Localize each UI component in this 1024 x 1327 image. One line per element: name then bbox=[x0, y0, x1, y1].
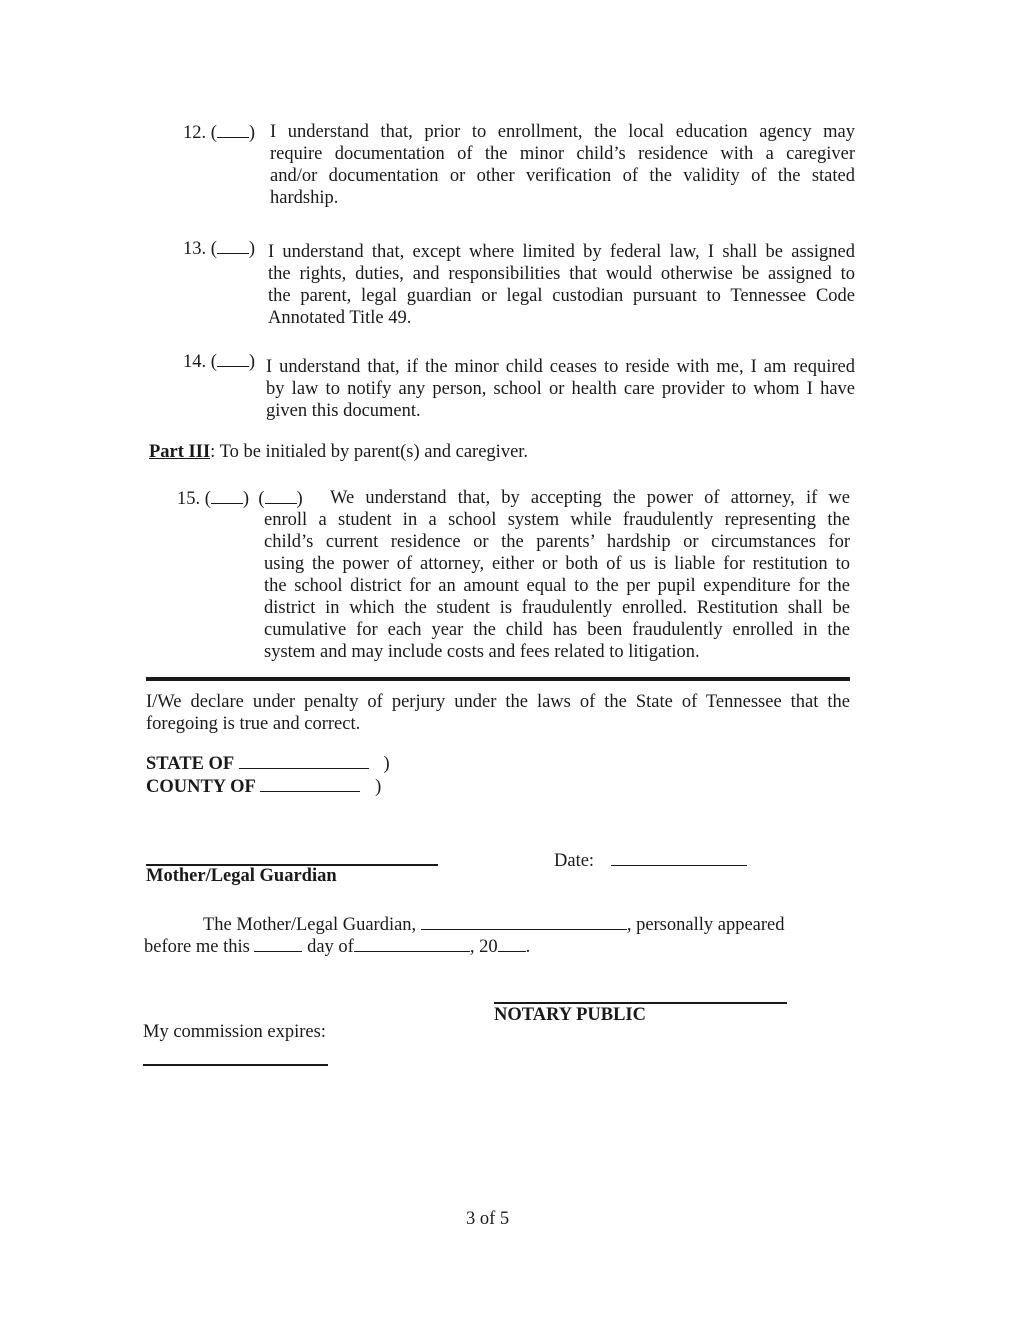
notary-statement-line-1: The Mother/Legal Guardian, , personally appeared bbox=[203, 915, 785, 935]
item-text: I understand that, except where limited by federal law, I shall be assigned the rights, duties, and responsibilities that would otherwise be assigned to the parent, legal guardian or legal custodian pursuant to Tennessee Code Annotated Title 49. bbox=[268, 242, 855, 328]
item-text: We understand that, by accepting the power of attorney, if we enroll a student in a school system while fraudulently representing the child’s current residence or the parents’ hardship or circumstances for using the power of attorney, either or both of us is liable for restitution to the school district for an amount equal to the per pupil expenditure for the district in which the student is fraudulently enrolled. Restitution shall be cumulative for each year the child has been fraudulently enrolled in the system and may include costs and fees related to litigation. bbox=[264, 488, 850, 662]
year-field[interactable] bbox=[498, 935, 526, 952]
month-field[interactable] bbox=[354, 935, 470, 952]
list-item-13 bbox=[183, 237, 863, 329]
state-of-label: STATE OF bbox=[146, 754, 235, 774]
notary-signature-line[interactable] bbox=[494, 1002, 787, 1004]
commission-expires-field[interactable] bbox=[143, 1064, 328, 1066]
commission-expires-label: My commission expires: bbox=[143, 1022, 326, 1042]
notary-public-label: NOTARY PUBLIC bbox=[494, 1005, 646, 1025]
page-number: 3 of 5 bbox=[466, 1209, 510, 1229]
section-divider bbox=[146, 677, 850, 681]
part-three-text: : To be initialed by parent(s) and caregiver. bbox=[210, 442, 529, 462]
item-number: 14. ( ) bbox=[183, 352, 256, 372]
county-of-label: COUNTY OF bbox=[146, 777, 256, 797]
list-item-12 bbox=[183, 121, 863, 213]
item-text: I understand that, prior to enrollment, the local education agency may require documentation of the minor child’s residence with a caregiver and/or documentation or other verification of the validity of the stated hardship. bbox=[270, 122, 855, 208]
day-field[interactable] bbox=[254, 935, 302, 952]
item-text: I understand that, if the minor child ceases to reside with me, I am required by law to notify any person, school or health care provider to whom I have given this document. bbox=[266, 357, 855, 421]
item-number: 12. ( ) bbox=[183, 123, 256, 143]
state-of-line: STATE OF ) bbox=[146, 754, 390, 774]
part-three-label: Part III bbox=[149, 442, 211, 462]
part-three-heading bbox=[149, 442, 528, 463]
county-of-line: COUNTY OF ) bbox=[146, 777, 382, 797]
list-item-14 bbox=[183, 350, 863, 420]
item-number: 15. ( ) ( ) bbox=[177, 489, 303, 509]
item-number: 13. ( ) bbox=[183, 239, 256, 259]
list-item-15 bbox=[177, 487, 867, 669]
notary-statement-line-2: before me this day of , 20 . bbox=[144, 937, 531, 957]
guardian-name-field[interactable] bbox=[421, 913, 627, 930]
guardian-role-label: Mother/Legal Guardian bbox=[146, 866, 337, 886]
date-line bbox=[554, 849, 747, 872]
declaration: I/We declare under penalty of perjury under the laws of the State of Tennessee that the foregoing is true and correct. bbox=[146, 692, 850, 734]
date-field[interactable] bbox=[611, 849, 747, 866]
date-label: Date: bbox=[554, 851, 595, 871]
county-field[interactable] bbox=[260, 775, 360, 792]
state-field[interactable] bbox=[239, 752, 369, 769]
